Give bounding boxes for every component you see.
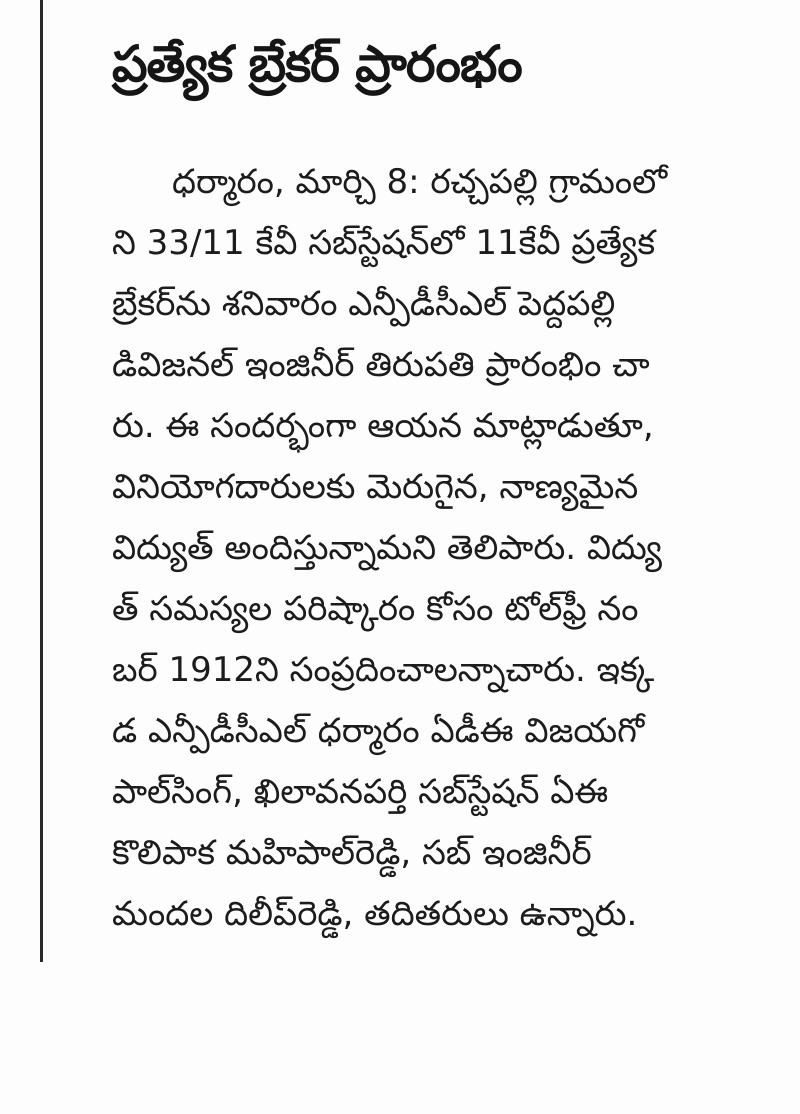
article-line: బ్రేకర్‌ను శనివారం ఎన్పీడీసీఎల్ పెద్దపల్లి xyxy=(112,284,616,324)
article-headline: ప్రత్యేక బ్రేకర్ ప్రారంభం xyxy=(112,35,522,93)
article-line: ని 33/11 కేవీ సబ్‌స్టేషన్‌లో 11కేవీ ప్రత్యేక xyxy=(112,223,656,263)
article-line: ధర్మారం, మార్చి 8: రచ్చపల్లి గ్రామంలో xyxy=(172,162,668,202)
article-line: మందల దిలీప్‌రెడ్డి, తదితరులు ఉన్నారు. xyxy=(112,894,638,934)
article-line: డివిజనల్ ఇంజినీర్ తిరుపతి ప్రారంభిం చా xyxy=(112,345,650,385)
article-line: డ ఎన్పీడీసీఎల్ ధర్మారం ఏడీఈ విజయగో xyxy=(112,711,645,751)
article-line: వినియోగదారులకు మెరుగైన, నాణ్యమైన xyxy=(112,467,639,507)
article-line: కొలిపాక మహిపాల్‌రెడ్డి, సబ్ ఇంజినీర్ xyxy=(112,833,592,873)
article-line: రు. ఈ సందర్భంగా ఆయన మాట్లాడుతూ, xyxy=(112,406,654,446)
article-line: బర్ 1912ని సంప్రదించాలన్నాచారు. ఇక్క xyxy=(112,650,655,690)
article-line: త్ సమస్యల పరిష్కారం కోసం టోల్‌ఫ్రీ నం xyxy=(112,589,639,629)
column-divider xyxy=(40,0,43,962)
article-body xyxy=(112,152,788,945)
article-line: పాల్‌సింగ్, ఖిలావనపర్తి సబ్‌స్టేషన్ ఏఈ xyxy=(112,772,609,812)
article-line: విద్యుత్ అందిస్తున్నామని తెలిపారు. విద్యు xyxy=(112,528,662,568)
